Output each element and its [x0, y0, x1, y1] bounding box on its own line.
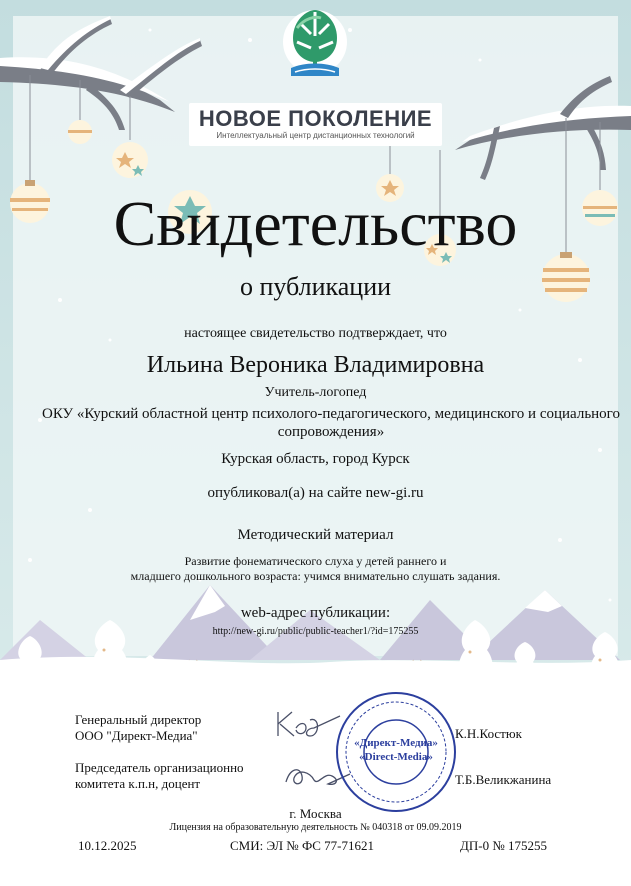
director-title-line-1: Генеральный директор: [75, 712, 202, 727]
license: Лицензия на образовательную деятельность № 040318 от 09.09.2019: [169, 822, 462, 833]
certificate-title: Свидетельство: [113, 188, 518, 259]
published-text: опубликовал(а) на сайте new-gi.ru: [207, 485, 424, 501]
smi-registration: СМИ: ЭЛ № ФС 77-71621: [230, 838, 374, 853]
chair-title-line-2: комитета к.п.н, доцент: [75, 776, 201, 791]
director-title: [75, 712, 201, 744]
recipient-name: Ильина Вероника Владимировна: [146, 352, 485, 378]
work-title-line-2: младшего дошкольного возраста: учимся внимательно слушать задания.: [130, 569, 501, 583]
stamp-line-2: «Direct-Media»: [359, 751, 433, 763]
stamp-center: [334, 736, 458, 764]
official-stamp: [334, 690, 458, 814]
recipient-region: Курская область, город Курск: [221, 451, 410, 467]
logo: [0, 6, 631, 146]
certificate-subtitle: о публикации: [239, 272, 392, 301]
confirm-text: настоящее свидетельство подтверждает, что: [184, 326, 447, 341]
material-type: Методический материал: [237, 527, 394, 543]
director-title-line-2: ООО "Директ-Медиа": [75, 728, 198, 743]
recipient-organization: [28, 405, 631, 441]
work-title-line-1: Развитие фонематического слуха у детей раннего и: [184, 554, 447, 568]
issue-date: 10.12.2025: [78, 838, 137, 853]
publication-url[interactable]: http://new-gi.ru/public/public-teacher1/?id=175255: [212, 626, 419, 637]
web-address-label: web-адрес публикации:: [240, 605, 391, 621]
logo-box: [189, 103, 442, 146]
city: г. Москва: [289, 806, 342, 821]
recipient-position: Учитель-логопед: [264, 385, 367, 400]
organization-line-1: ОКУ «Курский областной центр психолого-педагогического, медицинского и социального: [42, 406, 620, 422]
logo-title: НОВОЕ ПОКОЛЕНИЕ: [198, 106, 433, 131]
certificate-number: ДП-0 № 175255: [460, 838, 547, 853]
logo-subtitle: Интеллектуальный центр дистанционных технологий: [216, 131, 415, 140]
organization-line-2: сопровождения»: [277, 424, 385, 440]
work-title: [0, 554, 631, 584]
chair-title: [75, 760, 244, 792]
stamp-line-1: «Директ-Медиа»: [354, 737, 438, 749]
director-name: К.Н.Костюк: [455, 726, 522, 741]
chair-title-line-1: Председатель организационно: [75, 760, 244, 775]
chair-name: Т.Б.Великжанина: [455, 772, 552, 787]
